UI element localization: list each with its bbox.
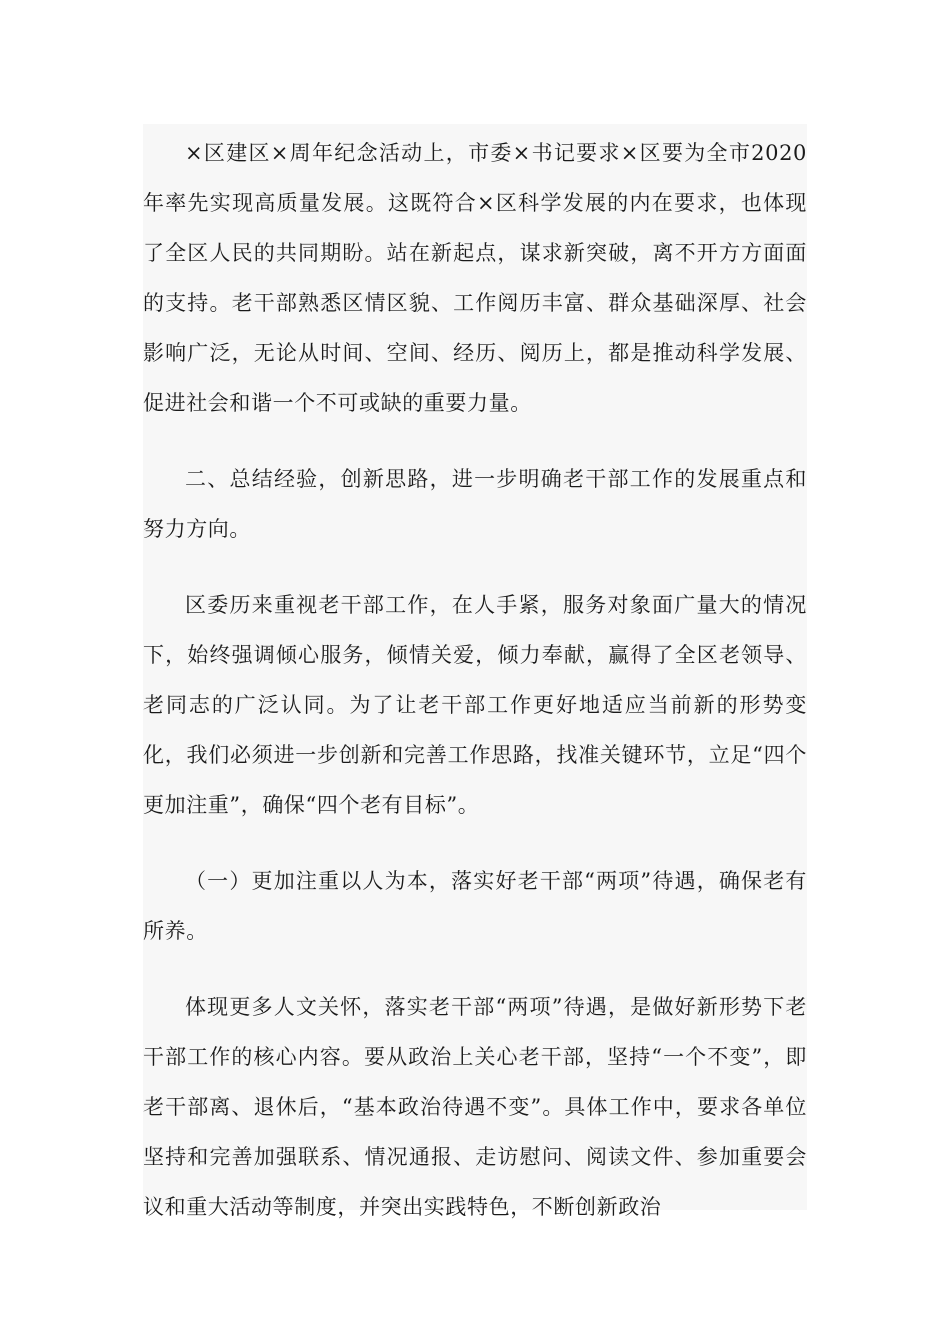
document-body [143, 124, 807, 1219]
paragraph-section-2: 区委历来重视老干部工作，在人手紧，服务对象面广量大的情况下，始终强调倾心服务，倾情关爱，倾力奉献，赢得了全区老领导、老同志的广泛认同。为了让老干部工作更好地适应当前新的形势变化，我们必须进一步创新和完善工作思路，找准关键环节，立足“四个更加注重”，确保“四个老有目标”。 [143, 593, 807, 817]
paragraph-subsection-1: 体现更多人文关怀，落实老干部“两项”待遇，是做好新形势下老干部工作的核心内容。要从政治上关心老干部，坚持“一个不变”，即老干部离、退休后，“基本政治待遇不变”。具体工作中，要求各单位坚持和完善加强联系、情况通报、走访慰问、阅读文件、参加重要会议和重大活动等制度，并突出实践特色，不断创新政治 [143, 995, 807, 1219]
paragraph-intro: ×区建区×周年纪念活动上，市委×书记要求×区要为全市2020年率先实现高质量发展。这既符合×区科学发展的内在要求，也体现了全区人民的共同期盼。站在新起点，谋求新突破，离不开方方面面的支持。老干部熟悉区情区貌、工作阅历丰富、群众基础深厚、社会影响广泛，无论从时间、空间、经历、阅历上，都是推动科学发展、促进社会和谐一个不可或缺的重要力量。 [143, 141, 807, 415]
subsection-heading-1: （一）更加注重以人为本，落实好老干部“两项”待遇，确保老有所养。 [143, 869, 807, 943]
section-heading-2: 二、总结经验，创新思路，进一步明确老干部工作的发展重点和努力方向。 [143, 467, 807, 541]
